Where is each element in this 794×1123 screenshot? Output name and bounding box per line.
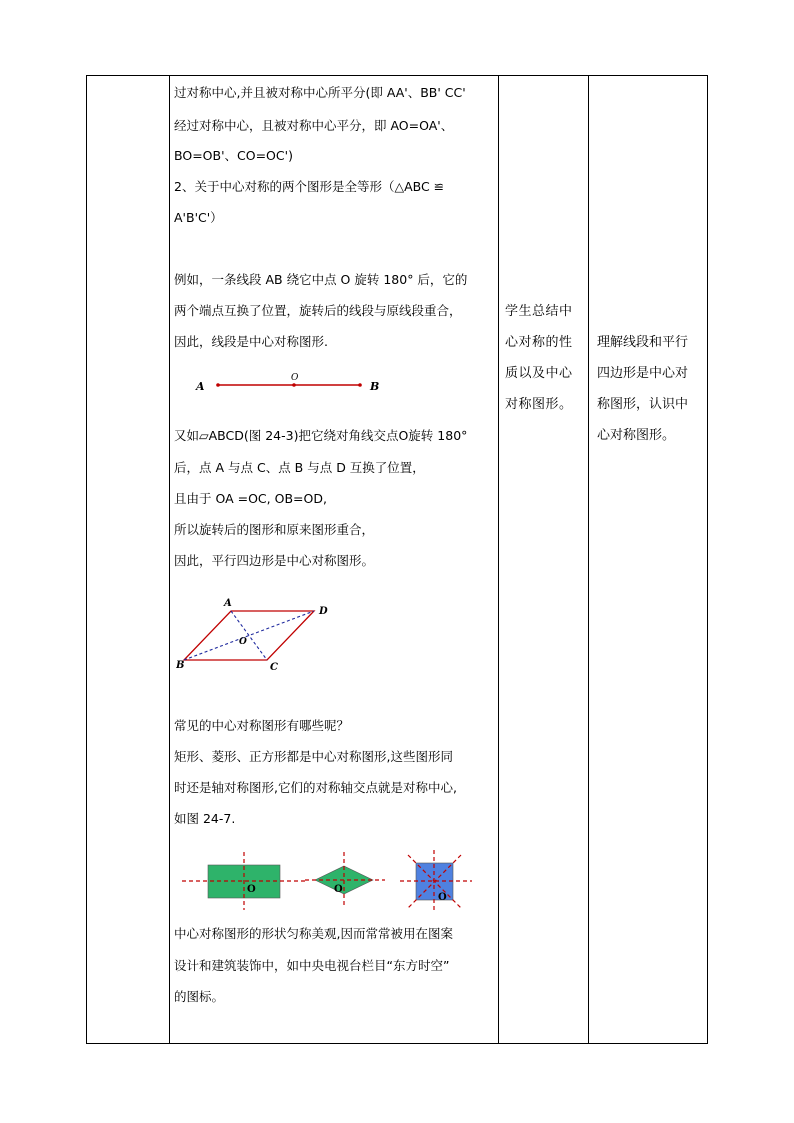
student-activity-cell bbox=[499, 76, 589, 1044]
text-line: 设计和建筑装饰中，如中央电视台栏目“东方时空” bbox=[174, 958, 450, 973]
point-a-label: A bbox=[196, 380, 205, 393]
text-line: 过对称中心,并且被对称中心所平分(即 AA'、BB' CC' bbox=[174, 85, 466, 100]
text-line: 2、关于中心对称的两个图形是全等形（△ABC ≌ bbox=[174, 179, 445, 194]
text-line: 常见的中心对称图形有哪些呢？ bbox=[174, 718, 350, 733]
text-line: 例如，一条线段 AB 绕它中点 O 旋转 180° 后，它的 bbox=[174, 272, 468, 287]
point-o-label: O bbox=[291, 373, 299, 383]
teaching-content-cell bbox=[170, 76, 499, 1044]
text-line: 所以旋转后的图形和原来图形重合， bbox=[174, 522, 375, 537]
blank-column bbox=[87, 76, 170, 1044]
vertex-c-label: C bbox=[270, 662, 278, 673]
text-line: A'B'C'） bbox=[174, 210, 223, 225]
square-center-label: O bbox=[438, 892, 447, 903]
text-line: 后，点 A 与点 C、点 B 与点 D 互换了位置， bbox=[174, 460, 425, 475]
text-line: BO=OB'、CO=OC') bbox=[174, 148, 293, 163]
text-line: 两个端点互换了位置，旋转后的线段与原线段重合， bbox=[174, 303, 462, 318]
design-intent-text: 理解线段和平行 四边形是中心对 称图形，认识中 心对称图形。 bbox=[597, 335, 689, 443]
text-line: 矩形、菱形、正方形都是中心对称图形,这些图形同 bbox=[174, 749, 453, 764]
student-activity-text: 学生总结中 心对称的性 质以及中心 对称图形。 bbox=[505, 304, 573, 412]
segment-ab-figure bbox=[190, 372, 390, 396]
rect-center-label: O bbox=[247, 884, 256, 895]
text-line: 且由于 OA =OC, OB=OD, bbox=[174, 491, 327, 506]
vertex-a-label: A bbox=[224, 598, 232, 609]
text-line: 的图标。 bbox=[174, 989, 225, 1004]
vertex-d-label: D bbox=[319, 606, 328, 617]
text-line: 经过对称中心，且被对称中心平分，即 AO=OA'、 bbox=[174, 118, 454, 133]
text-line: 因此，线段是中心对称图形. bbox=[174, 334, 328, 349]
point-b-label: B bbox=[370, 380, 380, 393]
text-line: 中心对称图形的形状匀称美观,因而常常被用在图案 bbox=[174, 926, 453, 941]
text-line: 如图 24-7. bbox=[174, 811, 236, 826]
text-line: 又如▱ABCD(图 24-3)把它绕对角线交点O旋转 180° bbox=[174, 428, 468, 443]
parallelogram-abcd-figure bbox=[176, 594, 346, 674]
rhombus-center-label: O bbox=[334, 884, 343, 895]
design-intent-cell bbox=[589, 76, 708, 1044]
text-line: 因此，平行四边形是中心对称图形。 bbox=[174, 553, 375, 568]
center-o-label: O bbox=[239, 637, 247, 647]
lesson-table bbox=[86, 75, 708, 1044]
symmetric-shapes-figure bbox=[180, 848, 480, 910]
vertex-b-label: B bbox=[176, 660, 185, 671]
text-line: 时还是轴对称图形,它们的对称轴交点就是对称中心, bbox=[174, 780, 457, 795]
